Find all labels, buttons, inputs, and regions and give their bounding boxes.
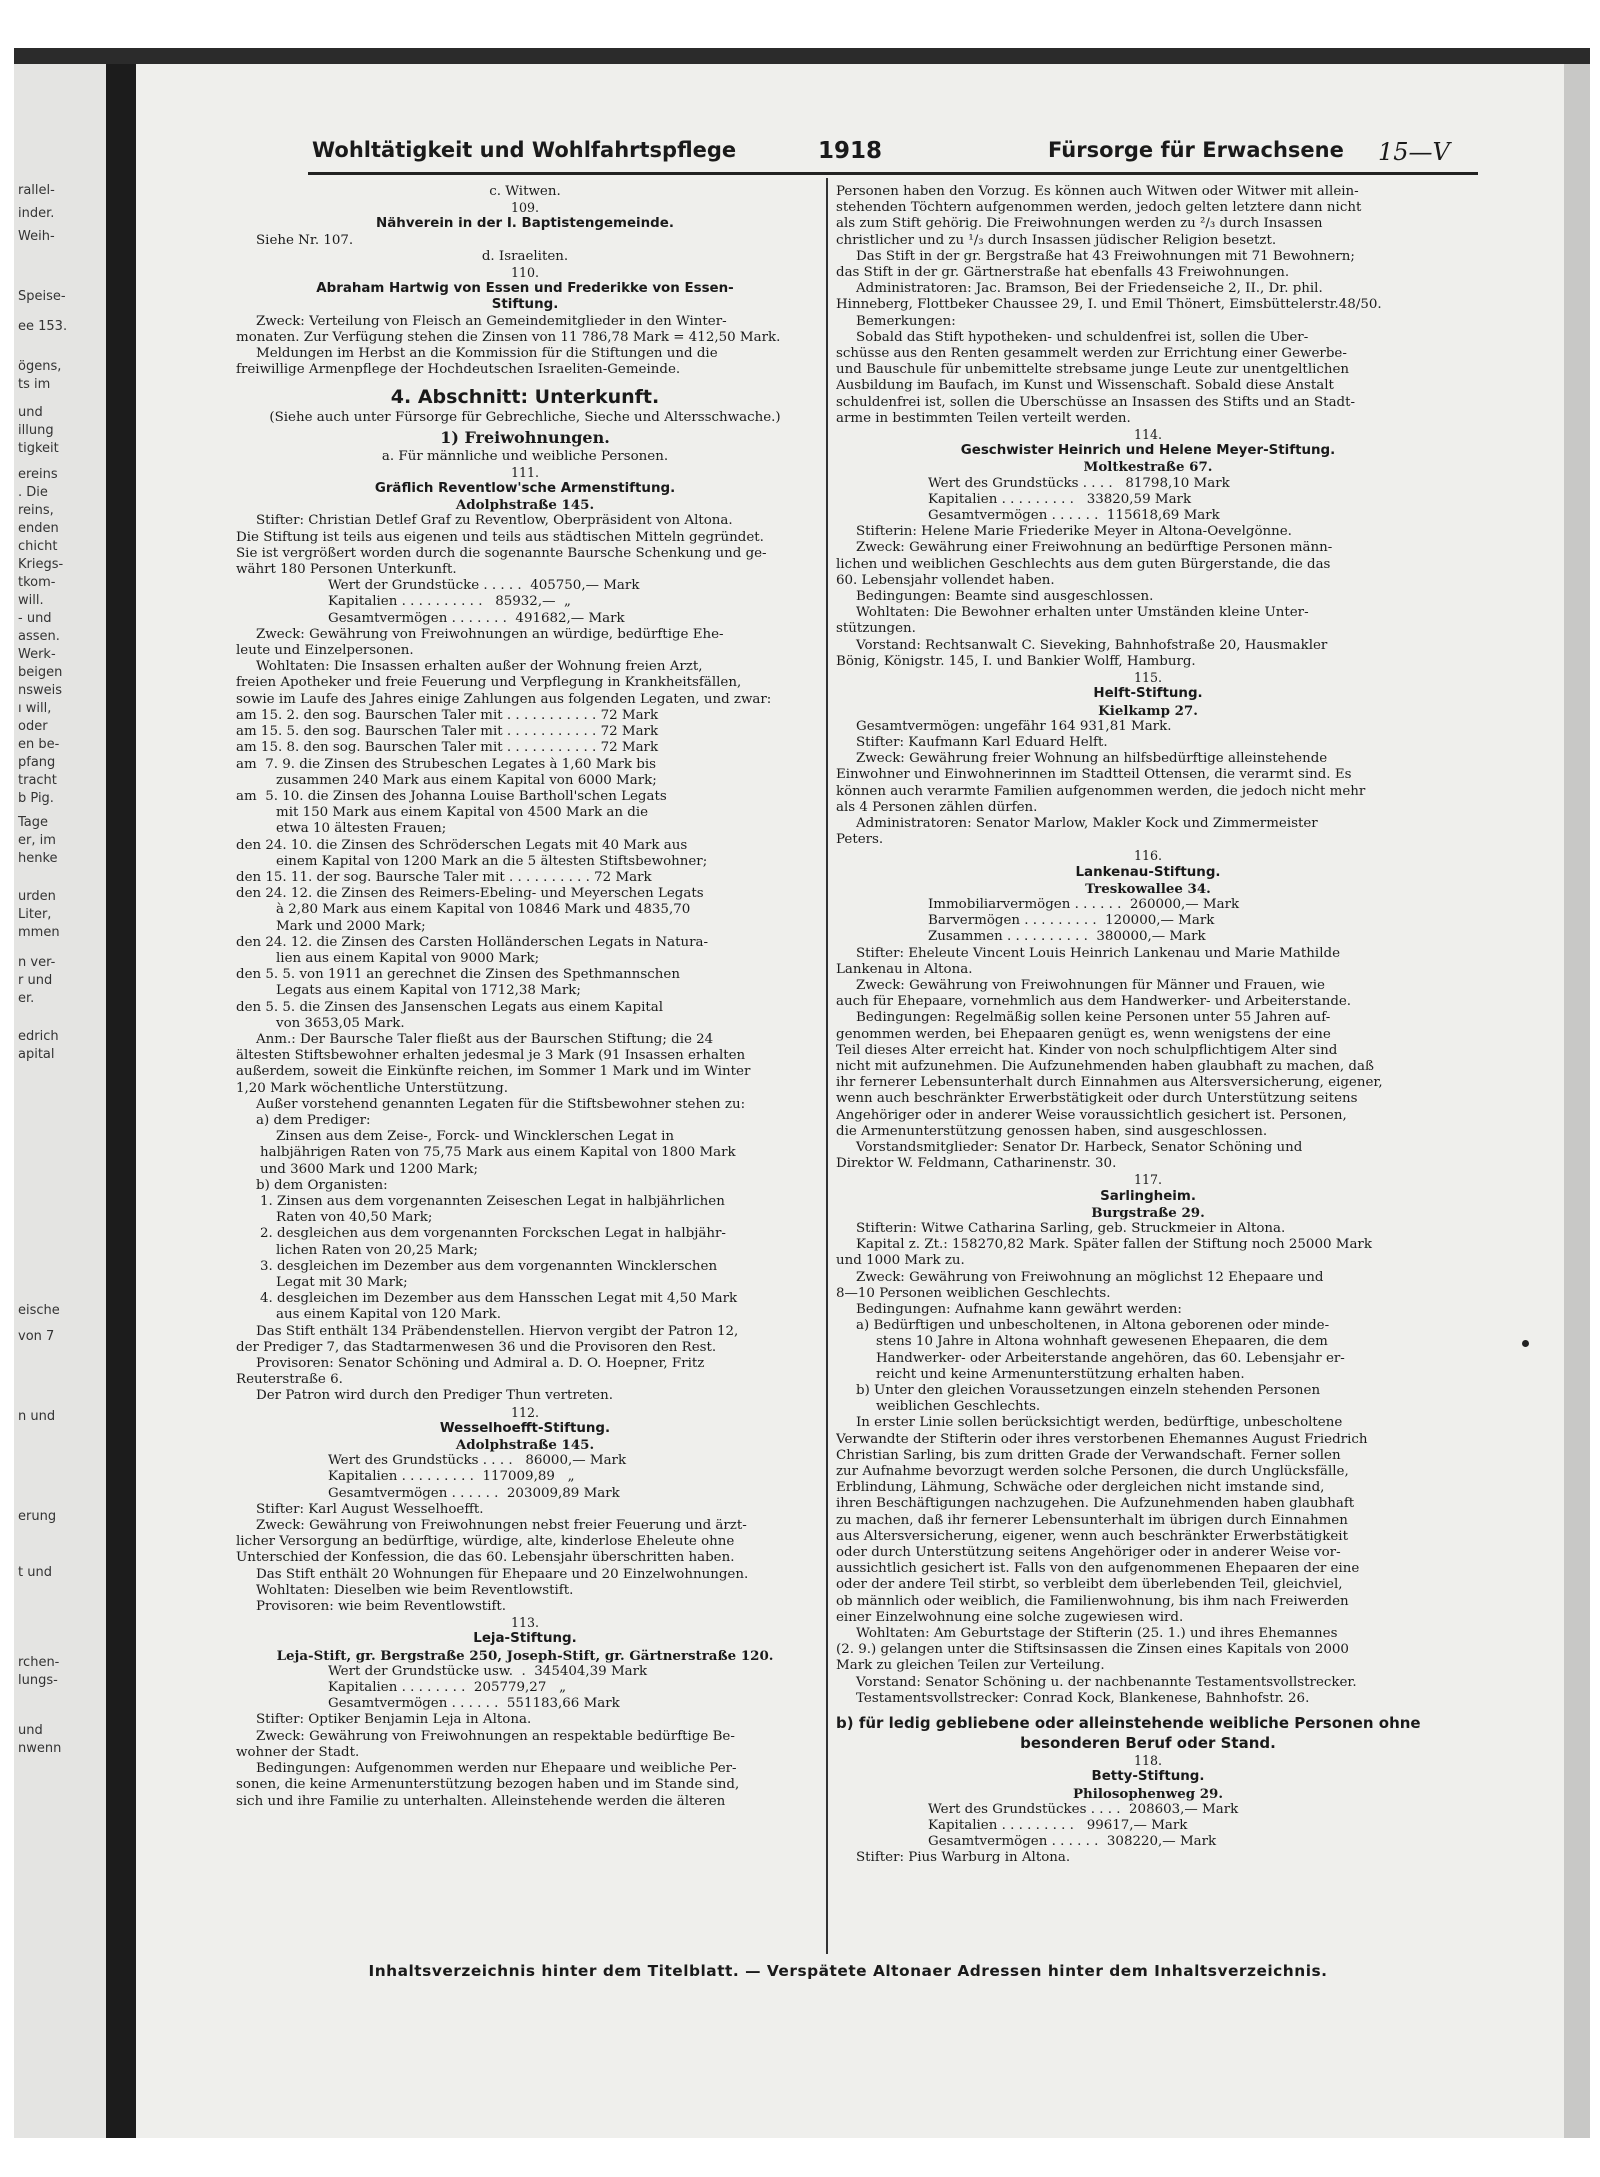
text-line: zusammen 240 Mark aus einem Kapital von 6000 Mark;: [276, 772, 657, 788]
entry-heading: Nähverein in der I. Baptistengemeinde.: [376, 216, 674, 232]
centered-line: Adolphstraße 145.: [455, 497, 595, 514]
centered-line: 112.: [510, 1404, 540, 1420]
text-line: Das Stift enthält 134 Präbendenstellen. Hiervon vergibt der Patron 12,: [256, 1323, 739, 1339]
entry-heading: Gräflich Reventlow'sche Armenstiftung.: [374, 481, 676, 497]
text-line: arme in bestimmten Teilen verteilt werden.: [836, 410, 1131, 426]
text-line: nicht mit aufzunehmen. Die Aufzunehmenden haben glaubhaft zu machen, daß: [836, 1058, 1374, 1074]
text-line: stens 10 Jahre in Altona wohnhaft gewesenen Ehepaaren, die dem: [876, 1334, 1328, 1350]
text-line: Zweck: Gewährung von Freiwohnungen für Männer und Frauen, wie: [856, 977, 1325, 993]
centered-line: (Siehe auch unter Fürsorge für Gebrechliche, Sieche und Altersschwache.): [269, 410, 781, 426]
prev-page-fragment: ee 153.: [18, 319, 68, 334]
centered-line: 115.: [1133, 670, 1163, 686]
text-line: Direktor W. Feldmann, Catharinenstr. 30.: [836, 1156, 1117, 1172]
text-line: Legats aus einem Kapital von 1712,38 Mark;: [276, 983, 581, 999]
centered-line: 117.: [1133, 1172, 1163, 1188]
text-line: 2. desgleichen aus dem vorgenannten Forckschen Legat in halbjähr-: [260, 1226, 726, 1242]
ink-dot: [1522, 1340, 1529, 1347]
text-line: Gesamtvermögen . . . . . . 308220,— Mark: [928, 1834, 1217, 1850]
text-line: Der Patron wird durch den Prediger Thun vertreten.: [256, 1388, 613, 1404]
centered-line: 118.: [1133, 1753, 1163, 1769]
text-line: Das Stift in der gr. Bergstraße hat 43 Freiwohnungen mit 71 Bewohnern;: [856, 248, 1355, 264]
centered-line: Leja-Stift, gr. Bergstraße 250, Joseph-Stift, gr. Gärtnerstraße 120.: [276, 1647, 774, 1664]
text-line: Raten von 40,50 Mark;: [276, 1210, 433, 1226]
text-line: den 5. 5. von 1911 an gerechnet die Zinsen des Spethmannschen: [236, 967, 680, 983]
text-line: Zinsen aus dem Zeise-, Forck- und Wincklerschen Legat in: [276, 1129, 675, 1145]
centered-line: Burgstraße 29.: [1091, 1204, 1205, 1221]
centered-line: Philosophenweg 29.: [1072, 1785, 1224, 1802]
text-line: Vorstand: Rechtsanwalt C. Sieveking, Bahnhofstraße 20, Hausmakler: [856, 637, 1328, 653]
prev-page-fragment: inder.: [18, 206, 55, 221]
text-line: als zum Stift gehörig. Die Freiwohnungen werden zu ²/₃ durch Insassen: [836, 216, 1323, 232]
prev-page-fragment: Werk-: [18, 647, 56, 662]
entry-heading: b) für ledig gebliebene oder alleinstehende weibliche Personen ohne: [836, 1714, 1421, 1733]
text-line: und Bauschule für unbemittelte strebsame junge Leute zur unentgeltlichen: [836, 362, 1350, 378]
text-line: und 3600 Mark und 1200 Mark;: [260, 1161, 479, 1177]
prev-page-fragment: n ver-: [18, 955, 56, 970]
text-line: mit 150 Mark aus einem Kapital von 4500 Mark an die: [276, 805, 649, 821]
prev-page-fragment: ı will,: [18, 701, 52, 716]
prev-page-fragment: Speise-: [18, 289, 66, 304]
text-line: am 15. 8. den sog. Baurschen Taler mit . . . . . . . . . . . 72 Mark: [236, 740, 659, 756]
prev-page-fragment: beigen: [18, 665, 63, 680]
prev-page-fragment: mmen: [18, 925, 60, 940]
text-line: Teil dieses Alter erreicht hat. Kinder von noch schulpflichtigem Alter sind: [836, 1042, 1338, 1058]
text-line: und 1000 Mark zu.: [836, 1253, 965, 1269]
right-column: [836, 184, 1460, 1867]
text-line: Wert der Grundstücke usw. . 345404,39 Mark: [328, 1663, 648, 1679]
text-line: Sie ist vergrößert worden durch die sogenannte Baursche Schenkung und ge-: [236, 545, 767, 561]
text-line: Personen haben den Vorzug. Es können auch Witwen oder Witwer mit allein-: [836, 184, 1359, 199]
prev-page-fragment: ts im: [18, 377, 51, 392]
page-footer: Inhaltsverzeichnis hinter dem Titelblatt. — Verspätete Altonaer Adressen hinter dem Inhaltsverzeichnis.: [368, 1962, 1328, 1980]
text-line: b) dem Organisten:: [256, 1177, 388, 1193]
page-edge: [1564, 64, 1590, 2138]
text-line: den 24. 12. die Zinsen des Carsten Holländerschen Legats in Natura-: [236, 934, 708, 950]
text-line: stützungen.: [836, 621, 916, 637]
text-line: Bedingungen: Aufnahme kann gewährt werden:: [856, 1302, 1182, 1318]
text-line: die Armenunterstützung genossen haben, sind ausgeschlossen.: [836, 1123, 1268, 1139]
text-line: Wohltaten: Die Insassen erhalten außer der Wohnung freien Arzt,: [256, 659, 703, 675]
text-line: sonen, die keine Armenunterstützung bezogen haben und im Stande sind,: [236, 1777, 740, 1793]
centered-line: Moltkestraße 67.: [1083, 459, 1213, 476]
centered-line: a. Für männliche und weibliche Personen.: [381, 448, 669, 464]
text-line: Vorstandsmitglieder: Senator Dr. Harbeck, Senator Schöning und: [856, 1139, 1303, 1155]
prev-page-fragment: rchen-: [18, 1655, 60, 1670]
prev-page-fragment: en be-: [18, 737, 60, 752]
prev-page-fragment: lungs-: [18, 1673, 58, 1688]
text-line: Wohltaten: Am Geburtstage der Stifterin (25. 1.) und ihres Ehemannes: [856, 1626, 1338, 1642]
running-header-right: Fürsorge für Erwachsene: [1048, 138, 1344, 162]
text-line: Angehöriger oder in anderer Weise voraussichtlich gesichert ist. Personen,: [836, 1107, 1347, 1123]
prev-page-fragment: oder: [18, 719, 48, 734]
text-line: Stifter: Pius Warburg in Altona.: [856, 1850, 1071, 1866]
entry-heading: Stiftung.: [491, 297, 559, 313]
text-line: 8—10 Personen weiblichen Geschlechts.: [836, 1285, 1111, 1301]
entry-heading: 4. Abschnitt: Unterkunft.: [390, 386, 660, 409]
centered-line: 111.: [510, 464, 540, 480]
centered-line: c. Witwen.: [489, 184, 561, 199]
text-line: weiblichen Geschlechts.: [876, 1399, 1041, 1415]
text-line: der Prediger 7, das Stadtarmenwesen 36 und die Provisoren den Rest.: [236, 1339, 717, 1355]
text-line: Wohltaten: Dieselben wie beim Reventlowstift.: [256, 1582, 574, 1598]
text-line: Siehe Nr. 107.: [256, 232, 354, 248]
centered-line: 113.: [510, 1615, 540, 1631]
text-line: 1. Zinsen aus dem vorgenannten Zeiseschen Legat in halbjährlichen: [260, 1193, 725, 1209]
book-gutter: [106, 64, 136, 2138]
centered-line: 114.: [1133, 427, 1163, 443]
text-line: außerdem, soweit die Einkünfte reichen, im Sommer 1 Mark und im Winter: [236, 1064, 751, 1080]
text-line: etwa 10 ältesten Frauen;: [276, 821, 447, 837]
text-line: am 5. 10. die Zinsen des Johanna Louise Bartholl'schen Legats: [236, 788, 667, 804]
prev-page-fragment: tkom-: [18, 575, 56, 590]
prev-page-fragment: rallel-: [18, 183, 55, 198]
text-line: Administratoren: Senator Marlow, Makler Kock und Zimmermeister: [856, 815, 1318, 831]
prev-page-fragment: tigkeit: [18, 441, 59, 456]
previous-page-fragment: [14, 64, 106, 2138]
text-line: Wert der Grundstücke . . . . . 405750,— Mark: [328, 578, 640, 594]
text-line: oder durch Unterstützung seitens Angehöriger oder in anderer Weise vor-: [836, 1545, 1341, 1561]
header-rule: [308, 172, 1478, 175]
text-line: Stifter: Eheleute Vincent Louis Heinrich Lankenau und Marie Mathilde: [856, 945, 1340, 961]
text-line: den 24. 10. die Zinsen des Schröderschen Legats mit 40 Mark aus: [236, 837, 688, 853]
text-line: ältesten Stiftsbewohner erhalten jedesmal je 3 Mark (91 Insassen erhalten: [236, 1048, 746, 1064]
text-line: Wert des Grundstückes . . . . 208603,— Mark: [928, 1801, 1239, 1817]
prev-page-fragment: chicht: [18, 539, 58, 554]
text-line: Zweck: Verteilung von Fleisch an Gemeindemitglieder in den Winter-: [256, 313, 727, 329]
text-line: 4. desgleichen im Dezember aus dem Hansschen Legat mit 4,50 Mark: [260, 1291, 738, 1307]
text-line: reicht und keine Armenunterstützung erhalten haben.: [876, 1366, 1245, 1382]
text-line: das Stift in der gr. Gärtnerstraße hat ebenfalls 43 Freiwohnungen.: [836, 265, 1290, 281]
text-line: zu machen, daß ihr fernerer Lebensunterhalt im übrigen durch Einnahmen: [836, 1512, 1348, 1528]
text-line: Zweck: Gewährung von Freiwohnung an möglichst 12 Ehepaare und: [856, 1269, 1324, 1285]
running-header-left: Wohltätigkeit und Wohlfahrtspflege: [312, 138, 737, 162]
text-line: Einwohner und Einwohnerinnen im Stadtteil Ottensen, die verarmt sind. Es: [836, 767, 1352, 783]
text-line: Provisoren: Senator Schöning und Admiral a. D. O. Hoepner, Fritz: [256, 1356, 705, 1372]
prev-page-fragment: er, im: [18, 833, 56, 848]
text-line: einem Kapital von 1200 Mark an die 5 ältesten Stiftsbewohner;: [276, 853, 708, 869]
text-line: schuldenfrei ist, sollen die Überschüsse an Insassen des Stifts und an Stadt-: [836, 394, 1356, 410]
text-line: genommen werden, bei Ehepaaren genügt es, wenn wenigstens der eine: [836, 1026, 1331, 1042]
prev-page-fragment: henke: [18, 851, 58, 866]
text-line: Immobiliarvermögen . . . . . . 260000,— Mark: [928, 896, 1240, 912]
text-line: sich und ihre Familie zu unterhalten. Alleinstehende werden die älteren: [236, 1793, 726, 1809]
text-line: lien aus einem Kapital von 9000 Mark;: [276, 950, 540, 966]
prev-page-fragment: Kriegs-: [18, 557, 64, 572]
text-line: leute und Einzelpersonen.: [236, 643, 414, 659]
text-line: Gesamtvermögen . . . . . . 115618,69 Mark: [928, 508, 1220, 524]
prev-page-fragment: assen.: [18, 629, 60, 644]
prev-page-fragment: n und: [18, 1409, 56, 1424]
text-line: Vorstand: Senator Schöning u. der nachbenannte Testamentsvollstrecker.: [856, 1674, 1357, 1690]
text-line: licher Versorgung an bedürftige, würdige, alte, kinderlose Eheleute ohne: [236, 1534, 735, 1550]
text-line: sowie im Laufe des Jahres einige Zahlungen aus folgenden Legaten, und zwar:: [236, 691, 772, 707]
text-line: Bedingungen: Beamte sind ausgeschlossen.: [856, 589, 1154, 605]
text-line: a) Bedürftigen und unbescholtenen, in Altona geborenen oder minde-: [856, 1318, 1330, 1334]
prev-page-fragment: nwenn: [18, 1741, 62, 1756]
prev-page-fragment: er.: [18, 991, 35, 1006]
text-line: Stifter: Karl August Wesselhoefft.: [256, 1501, 484, 1517]
entry-heading: Sarlingheim.: [1100, 1188, 1196, 1204]
text-line: Bönig, Königstr. 145, I. und Bankier Wolff, Hamburg.: [836, 653, 1196, 669]
text-line: als 4 Personen zählen dürfen.: [836, 799, 1038, 815]
text-line: Christian Sarling, bis zum dritten Grade der Verwandschaft. Ferner sollen: [836, 1447, 1341, 1463]
prev-page-fragment: Liter,: [18, 907, 52, 922]
text-line: monaten. Zur Verfügung stehen die Zinsen von 11 786,78 Mark = 412,50 Mark.: [236, 329, 781, 345]
prev-page-fragment: von 7: [18, 1329, 55, 1344]
text-line: den 5. 5. die Zinsen des Jansenschen Legats aus einem Kapital: [236, 999, 664, 1015]
text-line: Zweck: Gewährung von Freiwohnungen an respektable bedürftige Be-: [256, 1728, 735, 1744]
text-line: Stifter: Kaufmann Karl Eduard Helft.: [856, 734, 1108, 750]
running-header-year: 1918: [818, 138, 883, 164]
prev-page-fragment: pfang: [18, 755, 56, 770]
prev-page-fragment: tracht: [18, 773, 57, 788]
prev-page-fragment: edrich: [18, 1029, 59, 1044]
text-line: währt 180 Personen Unterkunft.: [236, 562, 457, 578]
left-column: [236, 184, 814, 1810]
text-line: Gesamtvermögen . . . . . . . 491682,— Mark: [328, 610, 625, 626]
text-line: b) Unter den gleichen Voraussetzungen einzeln stehenden Personen: [856, 1383, 1321, 1399]
text-line: Testamentsvollstrecker: Conrad Kock, Blankenese, Bahnhofstr. 26.: [856, 1690, 1310, 1706]
text-line: Zweck: Gewährung freier Wohnung an hilfsbedürftige alleinstehende: [856, 751, 1328, 767]
text-line: Erblindung, Lähmung, Schwäche oder dergleichen nicht imstande sind,: [836, 1480, 1325, 1496]
centered-line: Kielkamp 27.: [1098, 702, 1198, 719]
text-line: (2. 9.) gelangen unter die Stiftsinsassen die Zinsen eines Kapitals von 2000: [836, 1642, 1349, 1658]
text-line: lichen Raten von 20,25 Mark;: [276, 1242, 478, 1258]
text-line: Stifterin: Helene Marie Friederike Meyer in Altona-Oevelgönne.: [856, 524, 1292, 540]
text-line: Kapitalien . . . . . . . . . 33820,59 Mark: [928, 491, 1192, 507]
text-line: Verwandte der Stifterin oder ihres verstorbenen Ehemannes August Friedrich: [836, 1431, 1368, 1447]
entry-heading: Helft-Stiftung.: [1093, 686, 1203, 702]
text-line: Stifter: Christian Detlef Graf zu Reventlow, Oberpräsident von Altona.: [256, 513, 733, 529]
text-line: 1,20 Mark wöchentliche Unterstützung.: [236, 1080, 508, 1096]
text-line: a) dem Prediger:: [256, 1112, 371, 1128]
entry-heading: Abraham Hartwig von Essen und Frederikke von Essen-: [316, 281, 734, 297]
text-line: aus einem Kapital von 120 Mark.: [276, 1307, 501, 1323]
entry-heading: besonderen Beruf oder Stand.: [1020, 1734, 1276, 1753]
text-line: den 24. 12. die Zinsen des Reimers-Ebeling- und Meyerschen Legats: [236, 886, 704, 902]
centered-line: 109.: [510, 200, 540, 216]
text-line: Bedingungen: Regelmäßig sollen keine Personen unter 55 Jahren auf-: [856, 1010, 1331, 1026]
page-number: 15—V: [1378, 138, 1450, 166]
prev-page-fragment: erung: [18, 1509, 57, 1524]
text-line: wohner der Stadt.: [236, 1744, 360, 1760]
prev-page-fragment: und: [18, 1723, 43, 1738]
text-line: Lankenau in Altona.: [836, 961, 973, 977]
text-line: Ausbildung im Baufach, im Kunst und Wissenschaft. Sobald diese Anstalt: [836, 378, 1334, 394]
text-line: stehenden Töchtern aufgenommen werden, jedoch gelten letztere dann nicht: [836, 200, 1362, 216]
prev-page-fragment: Tage: [18, 815, 49, 830]
prev-page-fragment: - und: [18, 611, 52, 626]
text-line: ihr fernerer Lebensunterhalt durch Einnahmen aus Altersversicherung, eigener,: [836, 1075, 1383, 1091]
text-line: Bedingungen: Aufgenommen werden nur Ehepaare und weibliche Per-: [256, 1761, 737, 1777]
text-line: Hinneberg, Flottbeker Chaussee 29, I. und Emil Thönert, Eimsbüttelerstr.48/50.: [836, 297, 1382, 313]
text-line: schüsse aus den Renten gesammelt werden zur Errichtung einer Gewerbe-: [836, 346, 1347, 362]
centered-line: Treskowallee 34.: [1085, 880, 1211, 897]
text-line: Kapital z. Zt.: 158270,82 Mark. Später fallen der Stiftung noch 25000 Mark: [856, 1237, 1372, 1253]
prev-page-fragment: r und: [18, 973, 53, 988]
text-line: Provisoren: wie beim Reventlowstift.: [256, 1599, 507, 1615]
text-line: Sobald das Stift hypotheken- und schuldenfrei ist, sollen die Über-: [856, 329, 1309, 345]
text-line: Stifterin: Witwe Catharina Sarling, geb. Struckmeier in Altona.: [856, 1221, 1286, 1236]
text-line: ob männlich oder weiblich, die Familienwohnung, bis ihm nach Freiwerden: [836, 1593, 1349, 1609]
text-line: Legat mit 30 Mark;: [276, 1275, 408, 1290]
prev-page-fragment: . Die: [18, 485, 48, 500]
prev-page-fragment: reins,: [18, 503, 54, 518]
text-line: Wohltaten: Die Bewohner erhalten unter Umständen kleine Unter-: [856, 605, 1309, 621]
text-line: freien Apotheker und freie Feuerung und Verpflegung in Krankheitsfällen,: [236, 675, 742, 691]
prev-page-fragment: nsweis: [18, 683, 63, 698]
prev-page-fragment: illung: [18, 423, 54, 438]
text-line: Mark und 2000 Mark;: [276, 918, 426, 934]
text-line: Barvermögen . . . . . . . . . 120000,— Mark: [928, 913, 1215, 929]
centered-line: 110.: [510, 265, 540, 281]
text-line: Zweck: Gewährung einer Freiwohnung an bedürftige Personen männ-: [856, 540, 1333, 556]
entry-heading: Wesselhoefft-Stiftung.: [439, 1420, 611, 1436]
text-line: Wert des Grundstücks . . . . 81798,10 Mark: [928, 475, 1230, 491]
prev-page-fragment: apital: [18, 1047, 55, 1062]
text-line: Zusammen . . . . . . . . . . 380000,— Mark: [928, 929, 1206, 945]
centered-line: d. Israeliten.: [481, 248, 569, 264]
prev-page-fragment: ögens,: [18, 359, 62, 374]
text-line: Zweck: Gewährung von Freiwohnungen nebst freier Feuerung und ärzt-: [256, 1518, 747, 1534]
text-line: Unterschied der Konfession, die das 60. Lebensjahr überschritten haben.: [236, 1550, 735, 1566]
text-line: halbjährigen Raten von 75,75 Mark aus einem Kapital von 1800 Mark: [260, 1145, 736, 1161]
text-line: Zweck: Gewährung von Freiwohnungen an würdige, bedürftige Ehe-: [256, 626, 724, 642]
text-line: 3. desgleichen im Dezember aus dem vorgenannten Wincklerschen: [260, 1258, 718, 1274]
column-divider: [826, 178, 828, 1954]
prev-page-fragment: ereins: [18, 467, 58, 482]
prev-page-fragment: b Pig.: [18, 791, 54, 806]
prev-page-fragment: und: [18, 405, 43, 420]
text-line: Administratoren: Jac. Bramson, Bei der Friedenseiche 2, II., Dr. phil.: [856, 281, 1323, 297]
text-line: In erster Linie sollen berücksichtigt werden, bedürftige, unbescholtene: [856, 1415, 1343, 1431]
centered-line: Adolphstraße 145.: [455, 1437, 595, 1454]
text-line: am 15. 5. den sog. Baurschen Taler mit . . . . . . . . . . . 72 Mark: [236, 724, 659, 740]
text-line: Kapitalien . . . . . . . . . . 85932,— „: [328, 594, 571, 610]
entry-heading: Geschwister Heinrich und Helene Meyer-Stiftung.: [960, 443, 1336, 459]
text-line: einer Einzelwohnung eine solche zugewiesen wird.: [836, 1609, 1184, 1625]
text-line: Peters.: [836, 832, 884, 848]
text-line: Bemerkungen:: [856, 313, 956, 329]
text-line: von 3653,05 Mark.: [276, 1015, 405, 1031]
entry-heading: Leja-Stiftung.: [473, 1631, 577, 1647]
text-line: am 15. 2. den sog. Baurschen Taler mit . . . . . . . . . . . 72 Mark: [236, 707, 659, 723]
text-line: Kapitalien . . . . . . . . 205779,27 „: [328, 1680, 567, 1696]
text-line: Kapitalien . . . . . . . . . 117009,89 „: [328, 1469, 575, 1485]
text-line: Das Stift enthält 20 Wohnungen für Ehepaare und 20 Einzelwohnungen.: [256, 1566, 749, 1582]
text-line: Außer vorstehend genannten Legaten für die Stiftsbewohner stehen zu:: [256, 1096, 746, 1112]
text-line: ihren Beschäftigungen nachzugehen. Die Aufzunehmenden haben glaubhaft: [836, 1496, 1355, 1512]
prev-page-fragment: Weih-: [18, 229, 55, 244]
text-line: Die Stiftung ist teils aus eigenen und teils aus städtischen Mitteln gegründet.: [236, 529, 764, 545]
text-line: aussichtlich gesichert ist. Falls von den aufgenommenen Ehepaaren der eine: [836, 1561, 1360, 1577]
text-line: lichen und weiblichen Geschlechts aus dem guten Bürgerstande, die das: [836, 556, 1331, 572]
text-line: den 15. 11. der sog. Baursche Taler mit . . . . . . . . . . 72 Mark: [236, 869, 652, 885]
text-line: Gesamtvermögen . . . . . . 551183,66 Mark: [328, 1696, 620, 1712]
text-line: Kapitalien . . . . . . . . . 99617,— Mark: [928, 1817, 1188, 1833]
text-line: Handwerker- oder Arbeiterstande angehören, das 60. Lebensjahr er-: [876, 1350, 1345, 1366]
text-line: Gesamtvermögen . . . . . . 203009,89 Mark: [328, 1485, 620, 1501]
text-line: Gesamtvermögen: ungefähr 164 931,81 Mark.: [856, 718, 1172, 734]
text-line: Reuterstraße 6.: [236, 1372, 343, 1388]
text-line: können auch verarmte Familien aufgenommen werden, die jedoch nicht mehr: [836, 783, 1366, 799]
text-line: Anm.: Der Baursche Taler fließt aus der Baurschen Stiftung; die 24: [256, 1031, 714, 1047]
text-line: auch für Ehepaare, vornehmlich aus dem Handwerker- und Arbeiterstande.: [836, 994, 1352, 1010]
text-line: christlicher und zu ¹/₃ durch Insassen jüdischer Religion besetzt.: [836, 232, 1277, 248]
centered-line: 1) Freiwohnungen.: [440, 427, 610, 447]
entry-heading: Lankenau-Stiftung.: [1075, 864, 1221, 880]
prev-page-fragment: enden: [18, 521, 59, 536]
text-line: wenn auch beschränkter Erwerbstätigkeit oder durch Unterstützung seitens: [836, 1091, 1358, 1107]
entry-heading: Betty-Stiftung.: [1091, 1769, 1205, 1785]
text-line: Mark zu gleichen Teilen zur Verteilung.: [836, 1658, 1105, 1674]
text-line: à 2,80 Mark aus einem Kapital von 10846 Mark und 4835,70: [276, 902, 691, 918]
text-line: freiwillige Armenpflege der Hochdeutschen Israeliten-Gemeinde.: [236, 362, 681, 378]
text-line: 60. Lebensjahr vollendet haben.: [836, 572, 1055, 588]
prev-page-fragment: will.: [18, 593, 44, 608]
prev-page-fragment: t und: [18, 1565, 52, 1580]
text-line: Stifter: Optiker Benjamin Leja in Altona.: [256, 1712, 532, 1728]
text-line: Meldungen im Herbst an die Kommission für die Stiftungen und die: [256, 346, 718, 362]
text-line: zur Aufnahme bevorzugt werden solche Personen, die durch Unglücksfälle,: [836, 1464, 1349, 1480]
text-line: oder der andere Teil stirbt, so verbleibt dem überlebenden Teil, gleichviel,: [836, 1577, 1343, 1593]
text-line: Wert des Grundstücks . . . . 86000,— Mark: [328, 1453, 627, 1469]
prev-page-fragment: urden: [18, 889, 56, 904]
centered-line: 116.: [1133, 848, 1163, 864]
text-line: am 7. 9. die Zinsen des Strubeschen Legates à 1,60 Mark bis: [236, 756, 656, 772]
text-line: aus Altersversicherung, eigener, wenn auch beschränkter Erwerbstätigkeit: [836, 1528, 1348, 1544]
prev-page-fragment: eische: [18, 1303, 60, 1318]
